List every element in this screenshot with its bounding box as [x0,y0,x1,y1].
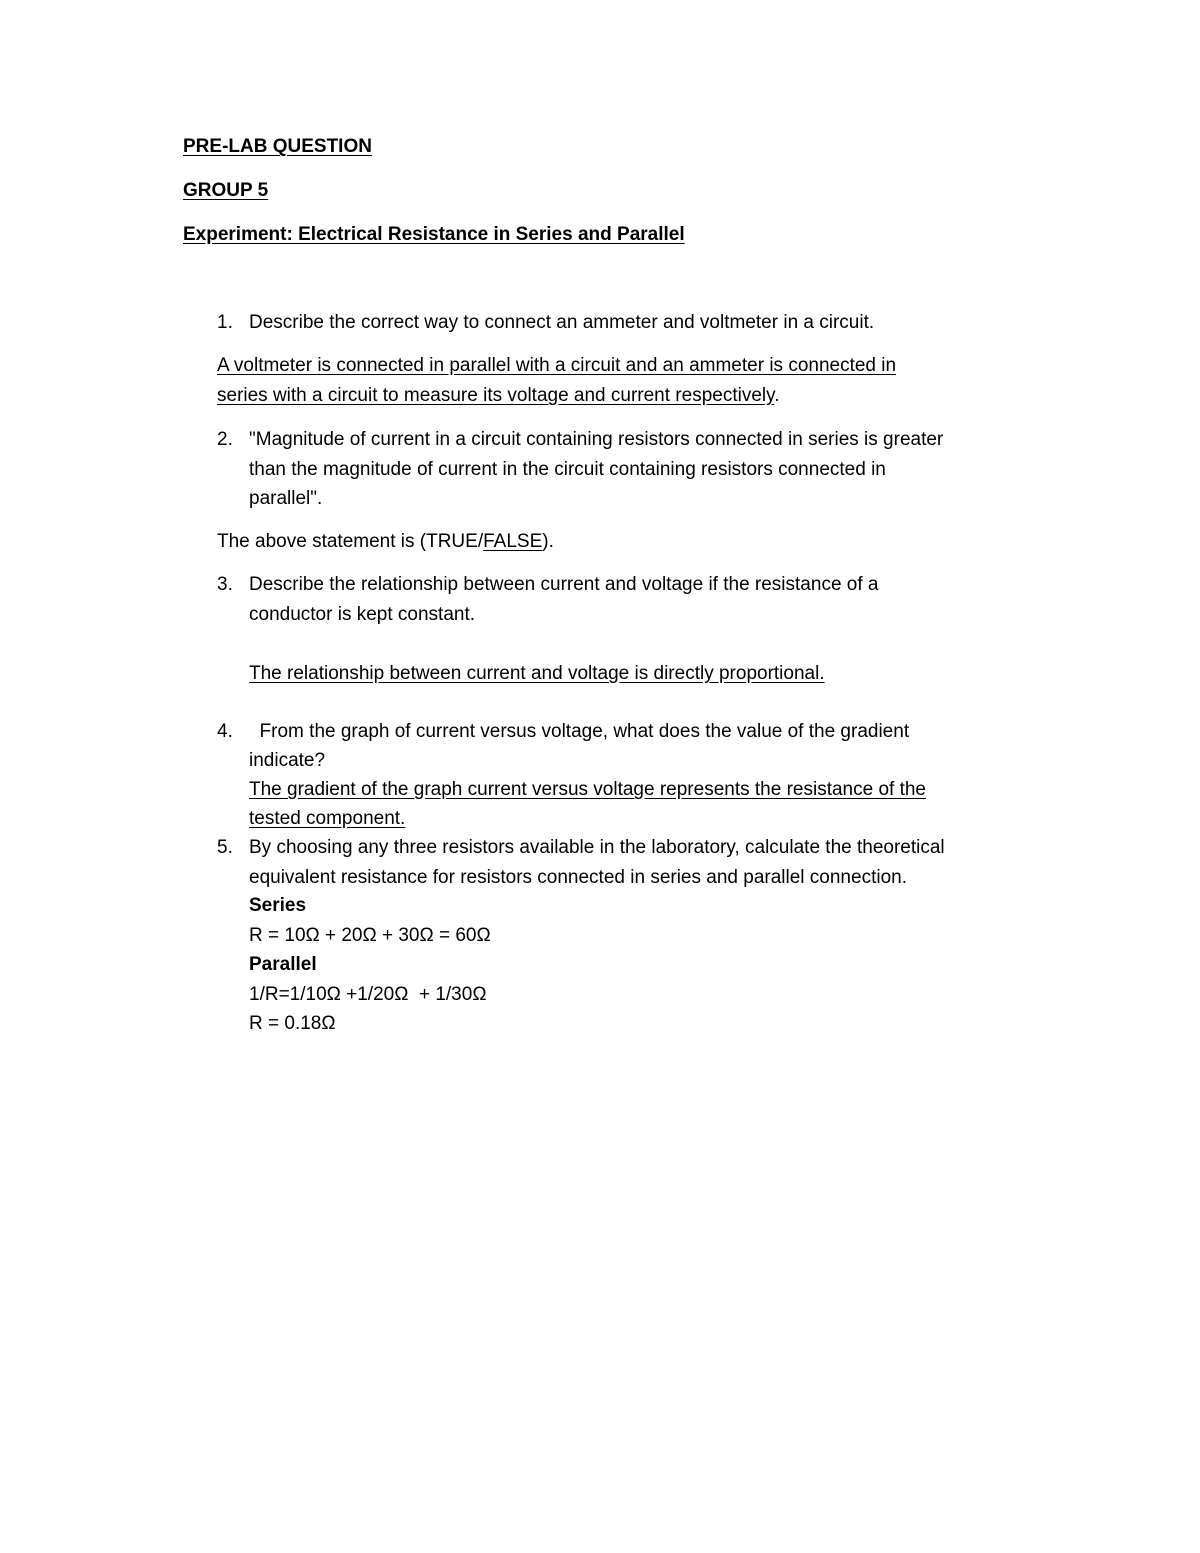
q5-number: 5. [217,837,233,858]
q2-line2: than the magnitude of current in the circuit containing resistors connected in [249,459,886,480]
page-title: PRE-LAB QUESTION [183,136,372,157]
q5-line2: equivalent resistance for resistors connected in series and parallel connection. [249,867,907,888]
q4-answer-line2: tested component. [249,808,406,829]
q2-statement-suffix: ). [542,531,554,552]
q5-parallel-equation-1: 1/R=1/10Ω +1/20Ω + 1/30Ω [249,984,487,1005]
q4-number: 4. [217,721,233,742]
q5-line1: By choosing any three resistors available in the laboratory, calculate the theoretical [249,837,945,858]
q1-answer-line2: series with a circuit to measure its voltage and current respectively [217,385,775,406]
q4-line2: indicate? [249,750,326,771]
q1-question: Describe the correct way to connect an ammeter and voltmeter in a circuit. [249,312,875,333]
q5-parallel-equation-2: R = 0.18Ω [249,1013,336,1034]
q2-number: 2. [217,429,233,450]
q2-statement-prefix: The above statement is (TRUE/ [217,531,484,552]
q2-line3: parallel". [249,488,323,509]
q4-answer-line1: The gradient of the graph current versus voltage represents the resistance of the [249,779,926,800]
q3-line2: conductor is kept constant. [249,604,476,625]
q3-line1: Describe the relationship between current and voltage if the resistance of a [249,574,879,595]
q1-answer-line2-wrap [217,384,780,408]
q3-number: 3. [217,574,233,595]
experiment-title: Experiment: Electrical Resistance in Series and Parallel [183,224,685,245]
q1-answer-end: . [774,385,780,406]
q2-statement [217,530,554,554]
q1-answer-line1: A voltmeter is connected in parallel with a circuit and an ammeter is connected in [217,355,897,376]
group-label: GROUP 5 [183,180,269,201]
q5-series-label: Series [249,895,307,916]
q5-parallel-label: Parallel [249,954,317,975]
q1-number: 1. [217,312,233,333]
q4-line1: From the graph of current versus voltage, what does the value of the gradient [249,721,910,742]
q3-answer: The relationship between current and voltage is directly proportional. [249,663,825,684]
q2-statement-answer: FALSE [483,531,543,552]
q2-line1: "Magnitude of current in a circuit containing resistors connected in series is greater [249,429,944,450]
q5-series-equation: R = 10Ω + 20Ω + 30Ω = 60Ω [249,925,491,946]
